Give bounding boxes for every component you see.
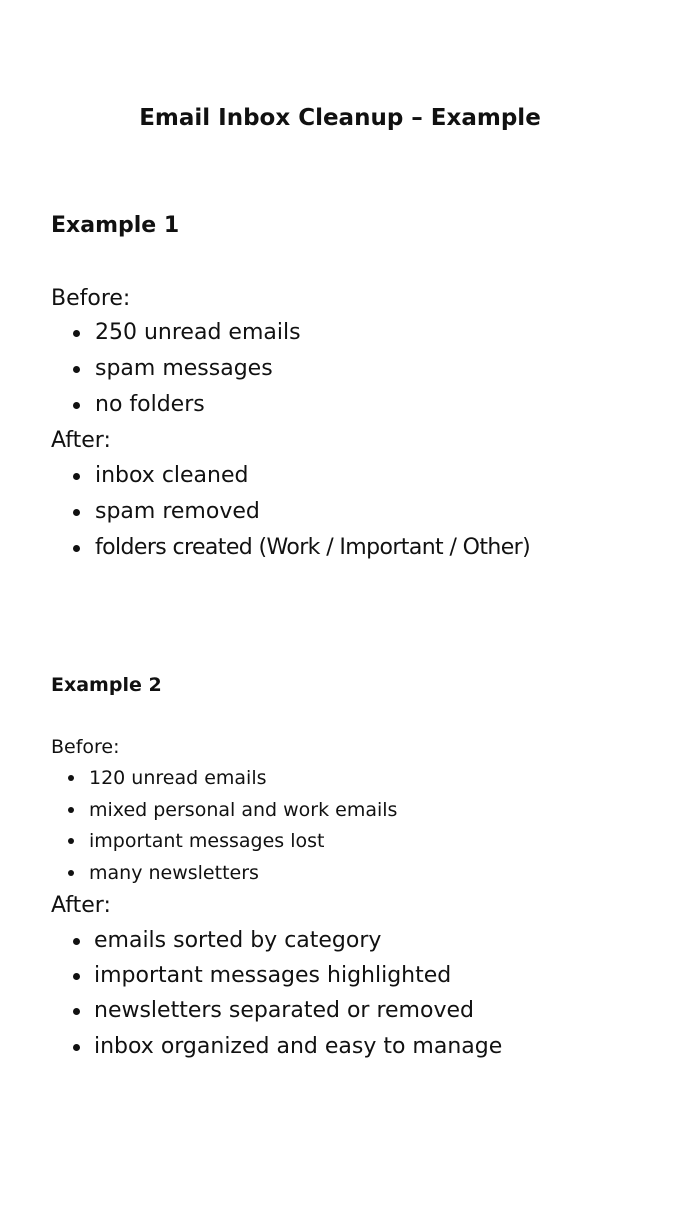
bullet-icon: [73, 509, 80, 516]
example-2-after-item: newsletters separated or removed: [94, 998, 474, 1023]
bullet-icon: [73, 402, 80, 409]
example-1-after-item: spam removed: [95, 499, 260, 524]
bullet-icon: [73, 366, 80, 373]
example-1-before-label: Before:: [51, 286, 131, 311]
bullet-icon: [68, 838, 74, 844]
example-2-after-item: inbox organized and easy to manage: [94, 1034, 503, 1059]
example-2-before-item: mixed personal and work emails: [89, 799, 398, 821]
bullet-icon: [68, 775, 74, 781]
example-2-before-label: Before:: [51, 736, 120, 758]
example-2-before-item: 120 unread emails: [89, 767, 267, 789]
example-1-before-item: 250 unread emails: [95, 320, 301, 345]
example-2-after-item: emails sorted by category: [94, 928, 382, 953]
bullet-icon: [73, 545, 80, 552]
bullet-icon: [73, 1044, 80, 1051]
example-2-after-label: After:: [51, 893, 111, 918]
bullet-icon: [73, 1008, 80, 1015]
bullet-icon: [68, 870, 74, 876]
bullet-icon: [73, 973, 80, 980]
example-2-heading: Example 2: [51, 674, 162, 696]
example-1-after-item: folders created (Work / Important / Other): [95, 535, 531, 560]
example-2-before-item: important messages lost: [89, 830, 325, 852]
bullet-icon: [73, 330, 80, 337]
example-1-before-item: spam messages: [95, 356, 273, 381]
bullet-icon: [68, 807, 74, 813]
bullet-icon: [73, 938, 80, 945]
page-title: Email Inbox Cleanup – Example: [139, 105, 541, 131]
example-1-after-label: After:: [51, 428, 111, 453]
example-1-after-item: inbox cleaned: [95, 463, 249, 488]
example-1-before-item: no folders: [95, 392, 205, 417]
example-1-heading: Example 1: [51, 213, 180, 238]
example-2-after-item: important messages highlighted: [94, 963, 452, 988]
bullet-icon: [73, 473, 80, 480]
example-2-before-item: many newsletters: [89, 862, 259, 884]
